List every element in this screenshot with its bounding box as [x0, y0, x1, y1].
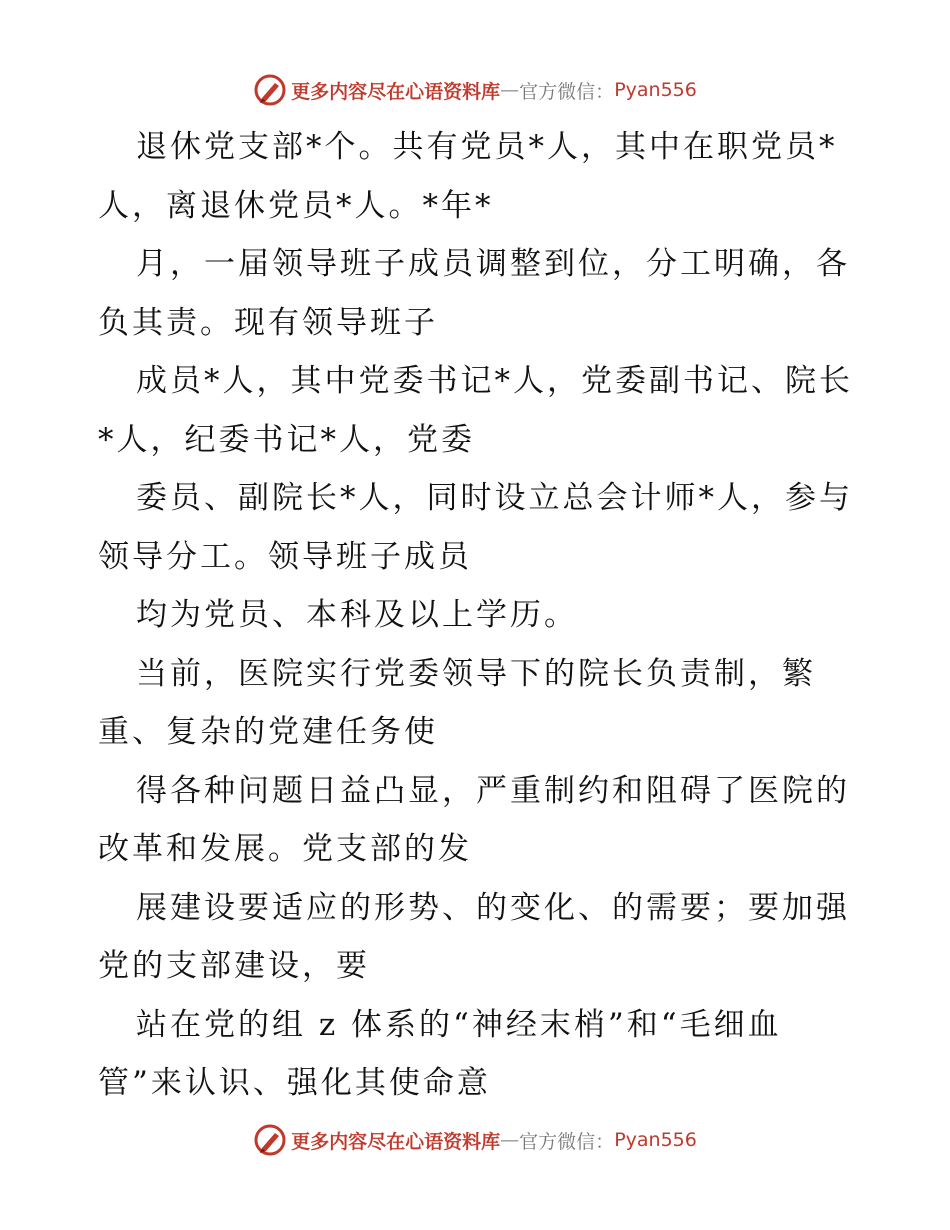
pen-logo-icon: [253, 73, 287, 107]
header-banner: [0, 70, 950, 110]
body-line: 领导分工。领导班子成员: [98, 538, 472, 575]
banner-dash: —: [500, 1129, 520, 1151]
banner-site-text: 更多内容尽在心语资料库: [291, 1130, 501, 1153]
body-line: 退休党支部*个。共有党员*人，其中在职党员*: [136, 129, 838, 165]
body-line: 当前，医院实行党委领导下的院长负责制，繁: [136, 655, 816, 692]
body-line: 人，离退休党员*人。*年*: [98, 187, 494, 224]
banner-wechat-id: Pyan556: [614, 79, 697, 101]
banner-wechat-id: Pyan556: [614, 1129, 697, 1151]
body-line: 月，一届领导班子成员调整到位，分工明确，各: [136, 246, 850, 282]
body-line: 展建设要适应的形势、的变化、的需要；要加强: [136, 889, 850, 926]
pen-logo-icon: [253, 1123, 287, 1157]
body-line: 委员、副院长*人，同时设立总会计师*人，参与: [136, 480, 853, 516]
document-body: [98, 118, 858, 1113]
body-line: 均为党员、本科及以上学历。: [136, 597, 578, 633]
body-line: 站在党的组 z 体系的“神经末梢”和“毛细血: [136, 1006, 782, 1043]
banner-site-text: 更多内容尽在心语资料库: [291, 80, 501, 103]
body-line: 成员*人，其中党委书记*人，党委副书记、院长: [136, 363, 853, 399]
body-line: 得各种问题日益凸显，严重制约和阻碍了医院的: [136, 772, 850, 809]
banner-wechat-label: 官方微信：: [519, 80, 615, 103]
banner-wechat-label: 官方微信：: [519, 1130, 615, 1153]
body-line: 负其责。现有领导班子: [98, 304, 438, 341]
body-line: 重、复杂的党建任务使: [98, 714, 438, 750]
body-line: *人，纪委书记*人，党委: [98, 421, 475, 458]
body-line: 党的支部建设，要: [98, 948, 370, 984]
body-line: 管”来认识、强化其使命意: [98, 1065, 491, 1101]
banner-dash: —: [500, 79, 520, 101]
body-line: 改革和发展。党支部的发: [98, 831, 472, 867]
footer-banner: [0, 1120, 950, 1160]
